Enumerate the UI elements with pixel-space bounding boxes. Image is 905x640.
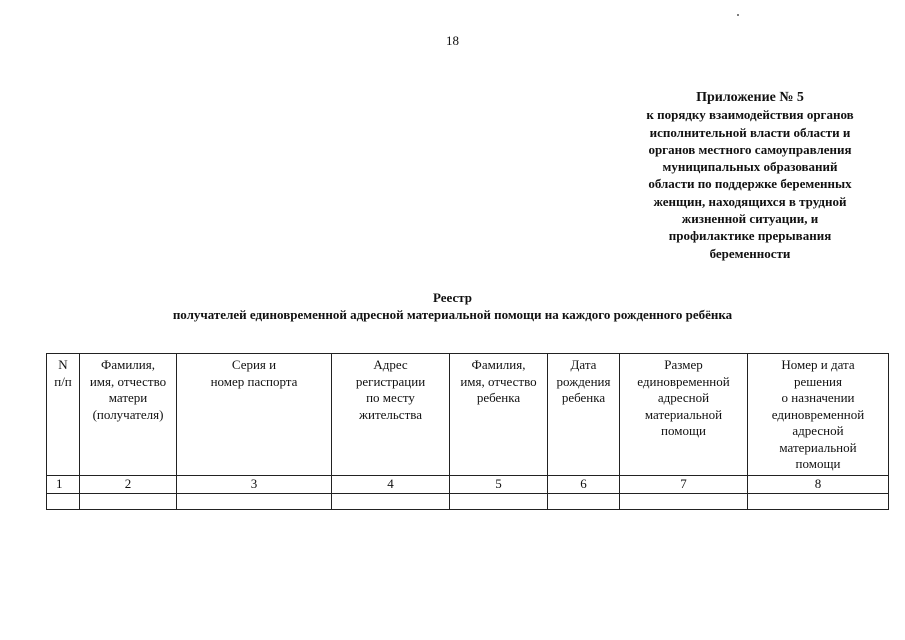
column-number-cell: 1 xyxy=(47,476,80,494)
column-number-cell: 3 xyxy=(177,476,332,494)
column-number-row xyxy=(47,476,889,494)
empty-cell xyxy=(177,493,332,509)
empty-cell xyxy=(620,493,748,509)
empty-cell xyxy=(332,493,450,509)
empty-data-row xyxy=(47,493,889,509)
register-subtitle: получателей единовременной адресной материальной помощи на каждого рожденного ребёнка xyxy=(172,307,733,322)
header-cell-mother-name: Фамилия, имя, отчество матери (получателя) xyxy=(80,354,177,476)
header-cell-decision: Номер и дата решения о назначении единовременной адресной материальной помощи xyxy=(748,354,889,476)
empty-cell xyxy=(748,493,889,509)
register-title: Реестр xyxy=(432,290,472,305)
column-number-cell: 8 xyxy=(748,476,889,494)
appendix-line: женщин, находящихся в трудной xyxy=(653,193,847,209)
column-number-cell: 4 xyxy=(332,476,450,494)
appendix-line: органов местного самоуправления xyxy=(648,141,852,157)
header-cell-address: Адрес регистрации по месту жительства xyxy=(332,354,450,476)
header-cell-number: N п/п xyxy=(47,354,80,476)
scan-dot xyxy=(737,14,739,16)
header-row xyxy=(47,354,889,476)
appendix-line: жизненной ситуации, и xyxy=(681,211,819,227)
empty-cell xyxy=(548,493,620,509)
registry-table xyxy=(46,353,889,510)
register-heading xyxy=(0,289,905,323)
appendix-title: Приложение № 5 xyxy=(696,90,804,105)
empty-cell xyxy=(47,493,80,509)
appendix-block xyxy=(600,89,900,262)
appendix-line: беременности xyxy=(709,245,791,261)
appendix-line: исполнительной власти области и xyxy=(649,124,851,140)
appendix-line: области по поддержке беременных xyxy=(648,176,852,192)
header-cell-child-name: Фамилия, имя, отчество ребенка xyxy=(450,354,548,476)
empty-cell xyxy=(80,493,177,509)
page-number: 18 xyxy=(446,33,459,48)
column-number-cell: 7 xyxy=(620,476,748,494)
column-number-cell: 5 xyxy=(450,476,548,494)
empty-cell xyxy=(450,493,548,509)
appendix-line: муниципальных образований xyxy=(662,159,838,175)
column-number-cell: 2 xyxy=(80,476,177,494)
header-cell-amount: Размер единовременной адресной материальной помощи xyxy=(620,354,748,476)
header-cell-birth-date: Дата рождения ребенка xyxy=(548,354,620,476)
appendix-line: к порядку взаимодействия органов xyxy=(646,107,854,123)
column-number-cell: 6 xyxy=(548,476,620,494)
appendix-line: профилактике прерывания xyxy=(668,228,832,244)
header-cell-passport: Серия и номер паспорта xyxy=(177,354,332,476)
